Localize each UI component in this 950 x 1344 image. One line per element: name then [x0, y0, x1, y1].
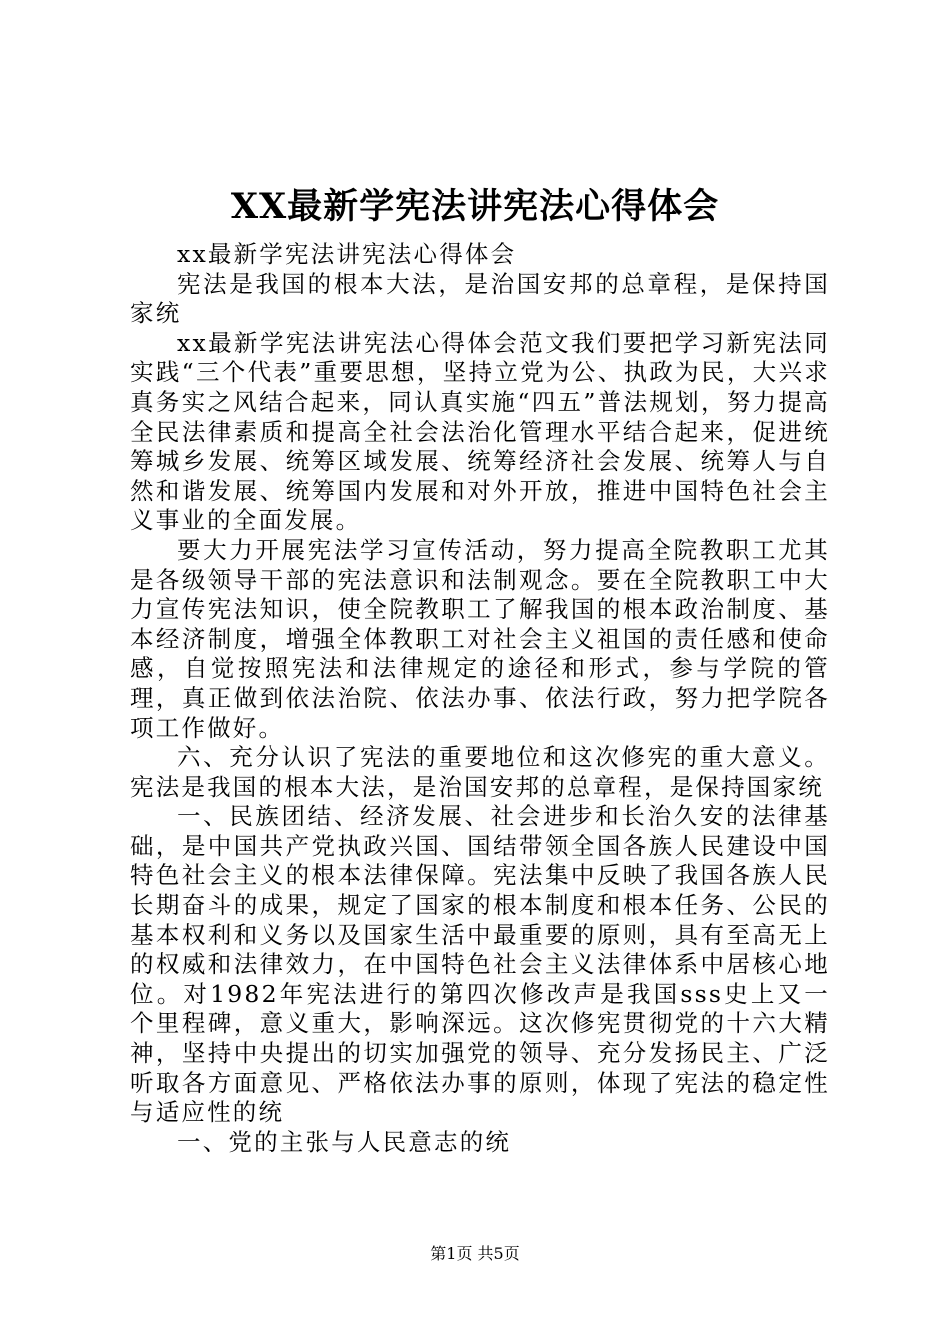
document-body [130, 240, 830, 1157]
paragraph-foundation: 一、民族团结、经济发展、社会进步和长治久安的法律基础，是中国共产党执政兴国、国结带领全国各族人民建设中国特色社会主义的根本法律保障。宪法集中反映了我国各族人民长期奋斗的成果，规定了国家的根本制度和根本任务、公民的基本权利和义务以及国家生活中最重要的原则，具有至高无上的权威和法律效力，在中国特色社会主义法律体系中居核心地位。对1982年宪法进行的第四次修改声是我国sss史上又一个里程碑，意义重大，影响深远。这次修宪贯彻党的十六大精神，坚持中央提出的切实加强党的领导、充分发扬民主、广泛听取各方面意见、严格依法办事的原则，体现了宪法的稳定性与适应性的统 [130, 802, 830, 1127]
paragraph-practice: xx最新学宪法讲宪法心得体会范文我们要把学习新宪法同实践“三个代表”重要思想，坚持立党为公、执政为民，大兴求真务实之风结合起来，同认真实施“四五”普法规划，努力提高全民法律素质和提高全社会法治化管理水平结合起来，促进统筹城乡发展、统筹区域发展、统筹经济社会发展、统筹人与自然和谐发展、统筹国内发展和对外开放，推进中国特色社会主义事业的全面发展。 [130, 328, 830, 535]
document-title: XX最新学宪法讲宪法心得体会 [230, 186, 720, 227]
paragraph-heading-line: xx最新学宪法讲宪法心得体会 [177, 240, 517, 268]
paragraph-unity: 一、党的主张与人民意志的统 [177, 1127, 512, 1156]
page-number-footer: 第1页 共5页 [430, 1244, 520, 1263]
paragraph-significance: 六、充分认识了宪法的重要地位和这次修宪的重大意义。宪法是我国的根本大法，是治国安邦的总章程，是保持国家统 [130, 743, 830, 801]
paragraph-intro: 宪法是我国的根本大法，是治国安邦的总章程，是保持国家统 [130, 269, 830, 328]
paragraph-publicity: 要大力开展宪法学习宣传活动，努力提高全院教职工尤其是各级领导干部的宪法意识和法制观念。要在全院教职工中大力宣传宪法知识，使全院教职工了解我国的根本政治制度、基本经济制度，增强全体教职工对社会主义祖国的责任感和使命感，自觉按照宪法和法律规定的途径和形式，参与学院的管理，真正做到依法治院、依法办事、依法行政，努力把学院各项工作做好。 [130, 535, 830, 742]
